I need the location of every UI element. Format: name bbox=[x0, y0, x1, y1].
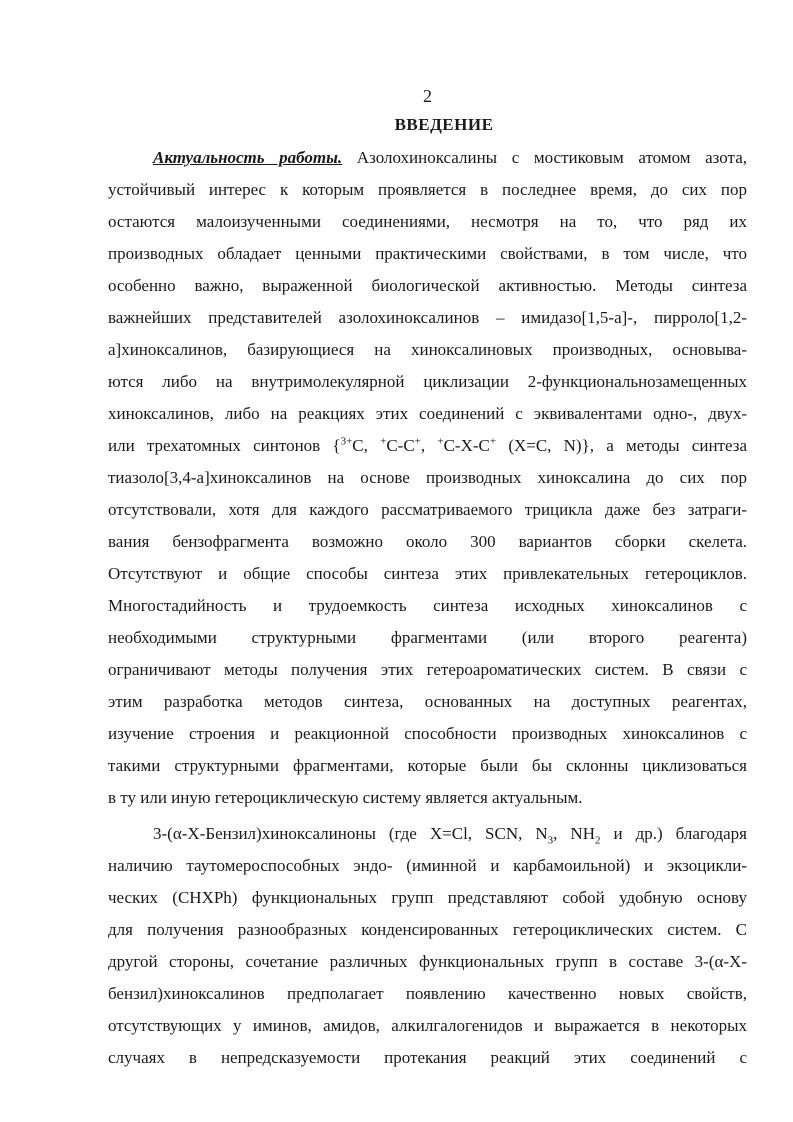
page-number: 2 bbox=[423, 86, 432, 106]
synthon-text: C-X-C bbox=[443, 436, 490, 455]
paragraph-line: случаях в непредсказуемости протекания реакций этих соединений с bbox=[108, 1048, 747, 1067]
paragraph-1-line-1-text: Азолохиноксалины с мостиковым атомом азота, bbox=[342, 148, 747, 167]
paragraph-last-line: в ту или иную гетероциклическую систему является актуальным. bbox=[108, 788, 583, 807]
formula-text: , NH bbox=[553, 824, 595, 843]
synthon-text: или трехатомных синтонов { bbox=[108, 436, 341, 455]
paragraph-line: тиазоло[3,4-а]хиноксалинов на основе производных хиноксалина до сих пор bbox=[108, 468, 747, 487]
paragraph-line: важнейших представителей азолохиноксалинов – имидазо[1,5-а]-, пирроло[1,2- bbox=[108, 308, 747, 327]
paragraph-line: такими структурными фрагментами, которые были бы склонны циклизоваться bbox=[108, 756, 747, 775]
paragraph-line: для получения разнообразных конденсированных гетероциклических систем. С bbox=[108, 920, 747, 939]
synthon-text: C, bbox=[352, 436, 381, 455]
paragraph-line: производных обладает ценными практическими свойствами, в том числе, что bbox=[108, 244, 747, 263]
paragraph-1-lead: Актуальность работы. bbox=[153, 148, 343, 167]
charge-superscript: + bbox=[437, 435, 444, 448]
synthon-text: C-C bbox=[386, 436, 415, 455]
paragraph-line: изучение строения и реакционной способности производных хиноксалинов с bbox=[108, 724, 747, 743]
paragraph-line: наличию таутомероспособных эндо- (иминной и карбамоильной) и экзоцикли- bbox=[108, 856, 747, 875]
charge-superscript: + bbox=[489, 435, 497, 448]
formula-text: и др.) благодаря bbox=[600, 824, 747, 843]
charge-superscript: + bbox=[380, 435, 387, 448]
paragraph-line: особенно важно, выраженной биологической активностью. Методы синтеза bbox=[108, 276, 747, 295]
paragraph-line: а]хиноксалинов, базирующиеся на хиноксалиновых производных, основыва- bbox=[108, 340, 747, 359]
section-heading: ВВЕДЕНИЕ bbox=[394, 115, 494, 134]
subscript: 2 bbox=[594, 834, 601, 847]
paragraph-2-line-1 bbox=[153, 822, 747, 846]
paragraph-line: ограничивают методы получения этих гетероароматических систем. В связи с bbox=[108, 660, 747, 679]
paragraph-line: хиноксалинов, либо на реакциях этих соединений с эквивалентами одно-, двух- bbox=[108, 404, 747, 423]
subscript: 3 bbox=[547, 834, 554, 847]
formula-text: 3-(α-X-Бензил)хиноксалиноны (где X=Cl, SCN, N bbox=[153, 824, 548, 843]
paragraph-line: необходимыми структурными фрагментами (или второго реагента) bbox=[108, 628, 747, 647]
paragraph-line: отсутствующих у иминов, амидов, алкилгалогенидов и выражается в некоторых bbox=[108, 1016, 747, 1035]
charge-superscript: + bbox=[414, 435, 421, 448]
synthon-line bbox=[108, 434, 747, 458]
synthon-text: (X=C, N)}, а методы синтеза bbox=[496, 436, 747, 455]
paragraph-line: устойчивый интерес к которым проявляется в последнее время, до сих пор bbox=[108, 180, 747, 199]
paragraph-1-line-1 bbox=[153, 146, 747, 170]
paragraph-line: другой стороны, сочетание различных функциональных групп в составе 3-(α-X- bbox=[108, 952, 747, 971]
paragraph-line: остаются малоизученными соединениями, несмотря на то, что ряд их bbox=[108, 212, 747, 231]
paragraph-line: вания бензофрагмента возможно около 300 вариантов сборки скелета. bbox=[108, 532, 747, 551]
paragraph-line: Многостадийность и трудоемкость синтеза исходных хиноксалинов с bbox=[108, 596, 747, 615]
charge-superscript: 3+ bbox=[340, 435, 353, 448]
synthon-text: , bbox=[420, 436, 438, 455]
paragraph-line: бензил)хиноксалинов предполагает появлению качественно новых свойств, bbox=[108, 984, 747, 1003]
paragraph-line: ческих (CHXPh) функциональных групп представляют собой удобную основу bbox=[108, 888, 747, 907]
paragraph-line: Отсутствуют и общие способы синтеза этих привлекательных гетероциклов. bbox=[108, 564, 747, 583]
paragraph-line: этим разработка методов синтеза, основанных на доступных реагентах, bbox=[108, 692, 747, 711]
paragraph-line: отсутствовали, хотя для каждого рассматриваемого трицикла даже без затраги- bbox=[108, 500, 747, 519]
paragraph-line: ются либо на внутримолекулярной циклизации 2-функциональнозамещенных bbox=[108, 372, 747, 391]
